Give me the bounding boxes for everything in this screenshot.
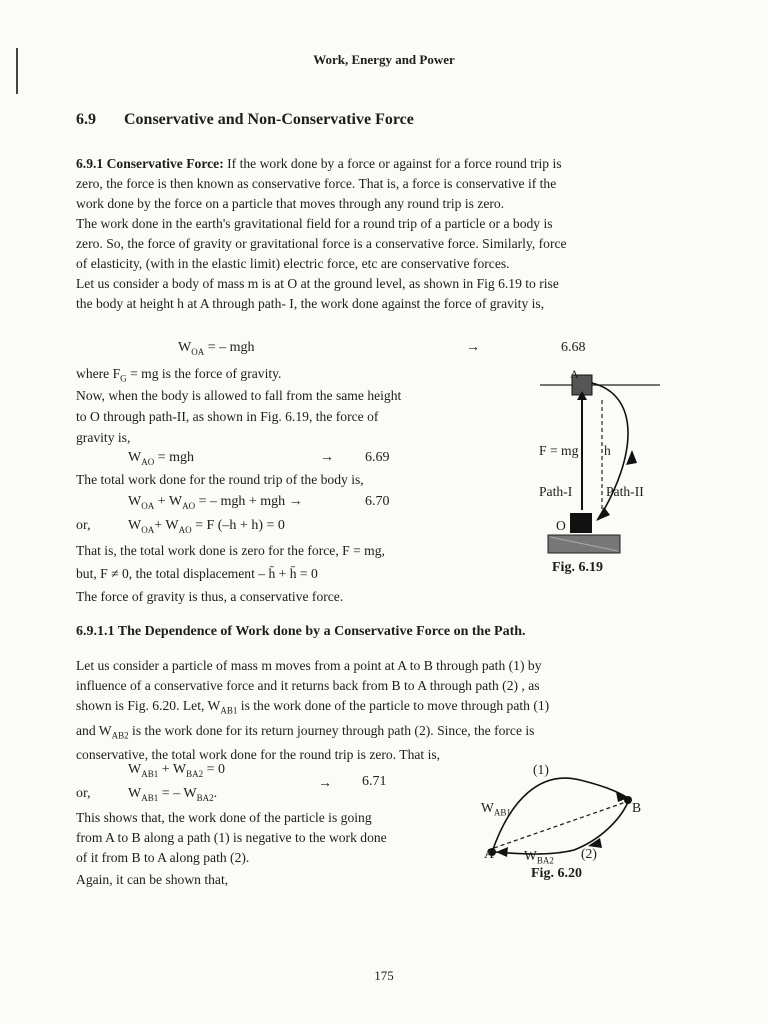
equation-number: 6.68 (561, 340, 586, 355)
conservative-force-paragraph (76, 154, 666, 314)
figure-label-w-ba2: $W_{BA2}$ (524, 848, 554, 866)
equation-number: 6.71 (362, 774, 387, 789)
figure-label-path-2: (2) (581, 846, 597, 861)
text-line: The work done in the earth's gravitational field for a round trip of a particle or a body is (76, 216, 553, 231)
running-header: Work, Energy and Power (313, 52, 455, 67)
section-heading (76, 111, 414, 129)
equation-6-71: $W_{AB1} + W_{BA2} = 0$ (128, 762, 226, 779)
figure-label-w-ab1: $W_{AB1}$ (481, 800, 511, 818)
figure-label-B: B (632, 800, 642, 815)
text-line: but, F ≠ 0, the total displacement – h̄ + h̄ = 0 (76, 566, 318, 581)
text-line: influence of a conservative force and it returns back from B to A through path (2) , as (76, 678, 540, 693)
section-title: Conservative and Non-Conservative Force (124, 111, 414, 128)
text-line: The force of gravity is thus, a conservative force. (76, 589, 344, 604)
figure-caption-6-19: Fig. 6.19 (552, 560, 603, 575)
text-line: gravity is, (76, 430, 131, 445)
text-line: Now, when the body is allowed to fall from the same height (76, 388, 402, 403)
equation-6-69: $W_{AO}$ = mgh (128, 450, 195, 467)
path-dependence-paragraph (76, 656, 666, 765)
equation-arrow: → (318, 776, 332, 791)
equation-number: 6.69 (365, 450, 390, 465)
page-number: 175 (374, 968, 394, 983)
text-line: Let us consider a body of mass m is at O at the ground level, as shown in Fig 6.19 to rise (76, 276, 559, 291)
equation-6-71-or: or, $W_{AB1}$ = – $W_{BA2}$. (76, 786, 218, 803)
text-line: to O through path-II, as shown in Fig. 6.19, the force of (76, 409, 379, 424)
subsubsection-heading: 6.9.1.1 The Dependence of Work done by a Conservative Force on the Path. (76, 624, 526, 639)
section-number: 6.9 (76, 111, 96, 128)
text-line: Let us consider a particle of mass m moves from a point at A to B through path (1) by (76, 658, 542, 673)
text-line: the body at height h at A through path- I, the work done against the force of gravity is, (76, 296, 545, 311)
equation-number: 6.70 (365, 494, 390, 509)
equation-arrow: → (466, 340, 480, 355)
text-line: If the work done by a force or against for a force round trip is (223, 156, 562, 171)
equation-6-70-or: or, $W_{OA}+ W_{AO} = F$ (–h + h) = 0 (76, 518, 285, 535)
text-line: and $W_{AB2}$ is the work done for its return journey through path (2). Since, the force is (76, 722, 535, 741)
figure-label-A: A (570, 367, 579, 381)
figure-label-path-1: Path-I (539, 484, 573, 499)
text-line: The total work done for the round trip of the body is, (76, 472, 364, 487)
text-line: This shows that, the work done of the particle is going (76, 810, 372, 825)
figure-label-A: A (484, 846, 494, 861)
equation-6-68: $W_{OA}$ = – mgh (178, 340, 255, 357)
figure-label-O: O (556, 518, 566, 533)
figure-label-force: F = mg (539, 443, 579, 458)
text-line: conservative, the total work done for the round trip is zero. That is, (76, 747, 441, 763)
equation-6-70: $W_{OA} + W_{AO}$ = – mgh + mgh → (128, 494, 303, 511)
text-line: of elasticity, (with in the elastic limit) electric force, etc are conservative forces. (76, 256, 510, 271)
figure-label-h: h (604, 443, 611, 458)
text-line: Again, it can be shown that, (76, 872, 229, 887)
figure-label-path-1: (1) (533, 762, 549, 777)
equation-arrow: → (320, 450, 334, 465)
figure-caption-6-20: Fig. 6.20 (531, 866, 582, 881)
figure-label-path-2: Path-II (606, 484, 644, 499)
where-line: where $F_G$ = mg is the force of gravity. (76, 366, 282, 384)
text-line: from A to B along a path (1) is negative to the work done (76, 830, 387, 845)
text-line: That is, the total work done is zero for the force, F = mg, (76, 543, 385, 558)
figure-6-19-diagram (520, 355, 670, 575)
subsection-heading: 6.9.1 Conservative Force: (76, 156, 224, 171)
text-line: zero, the force is then known as conservative force. That is, a force is conservative if the (76, 176, 557, 191)
text-line: work done by the force on a particle that moves through any round trip is zero. (76, 196, 505, 211)
text-line: zero. So, the force of gravity or gravitational force is a conservative force. Similarly, force (76, 236, 567, 251)
text-line: shown is Fig. 6.20. Let, $W_{AB1}$ is the work done of the particle to move through path (1) (76, 698, 550, 716)
text-line: of it from B to A along path (2). (76, 850, 250, 865)
